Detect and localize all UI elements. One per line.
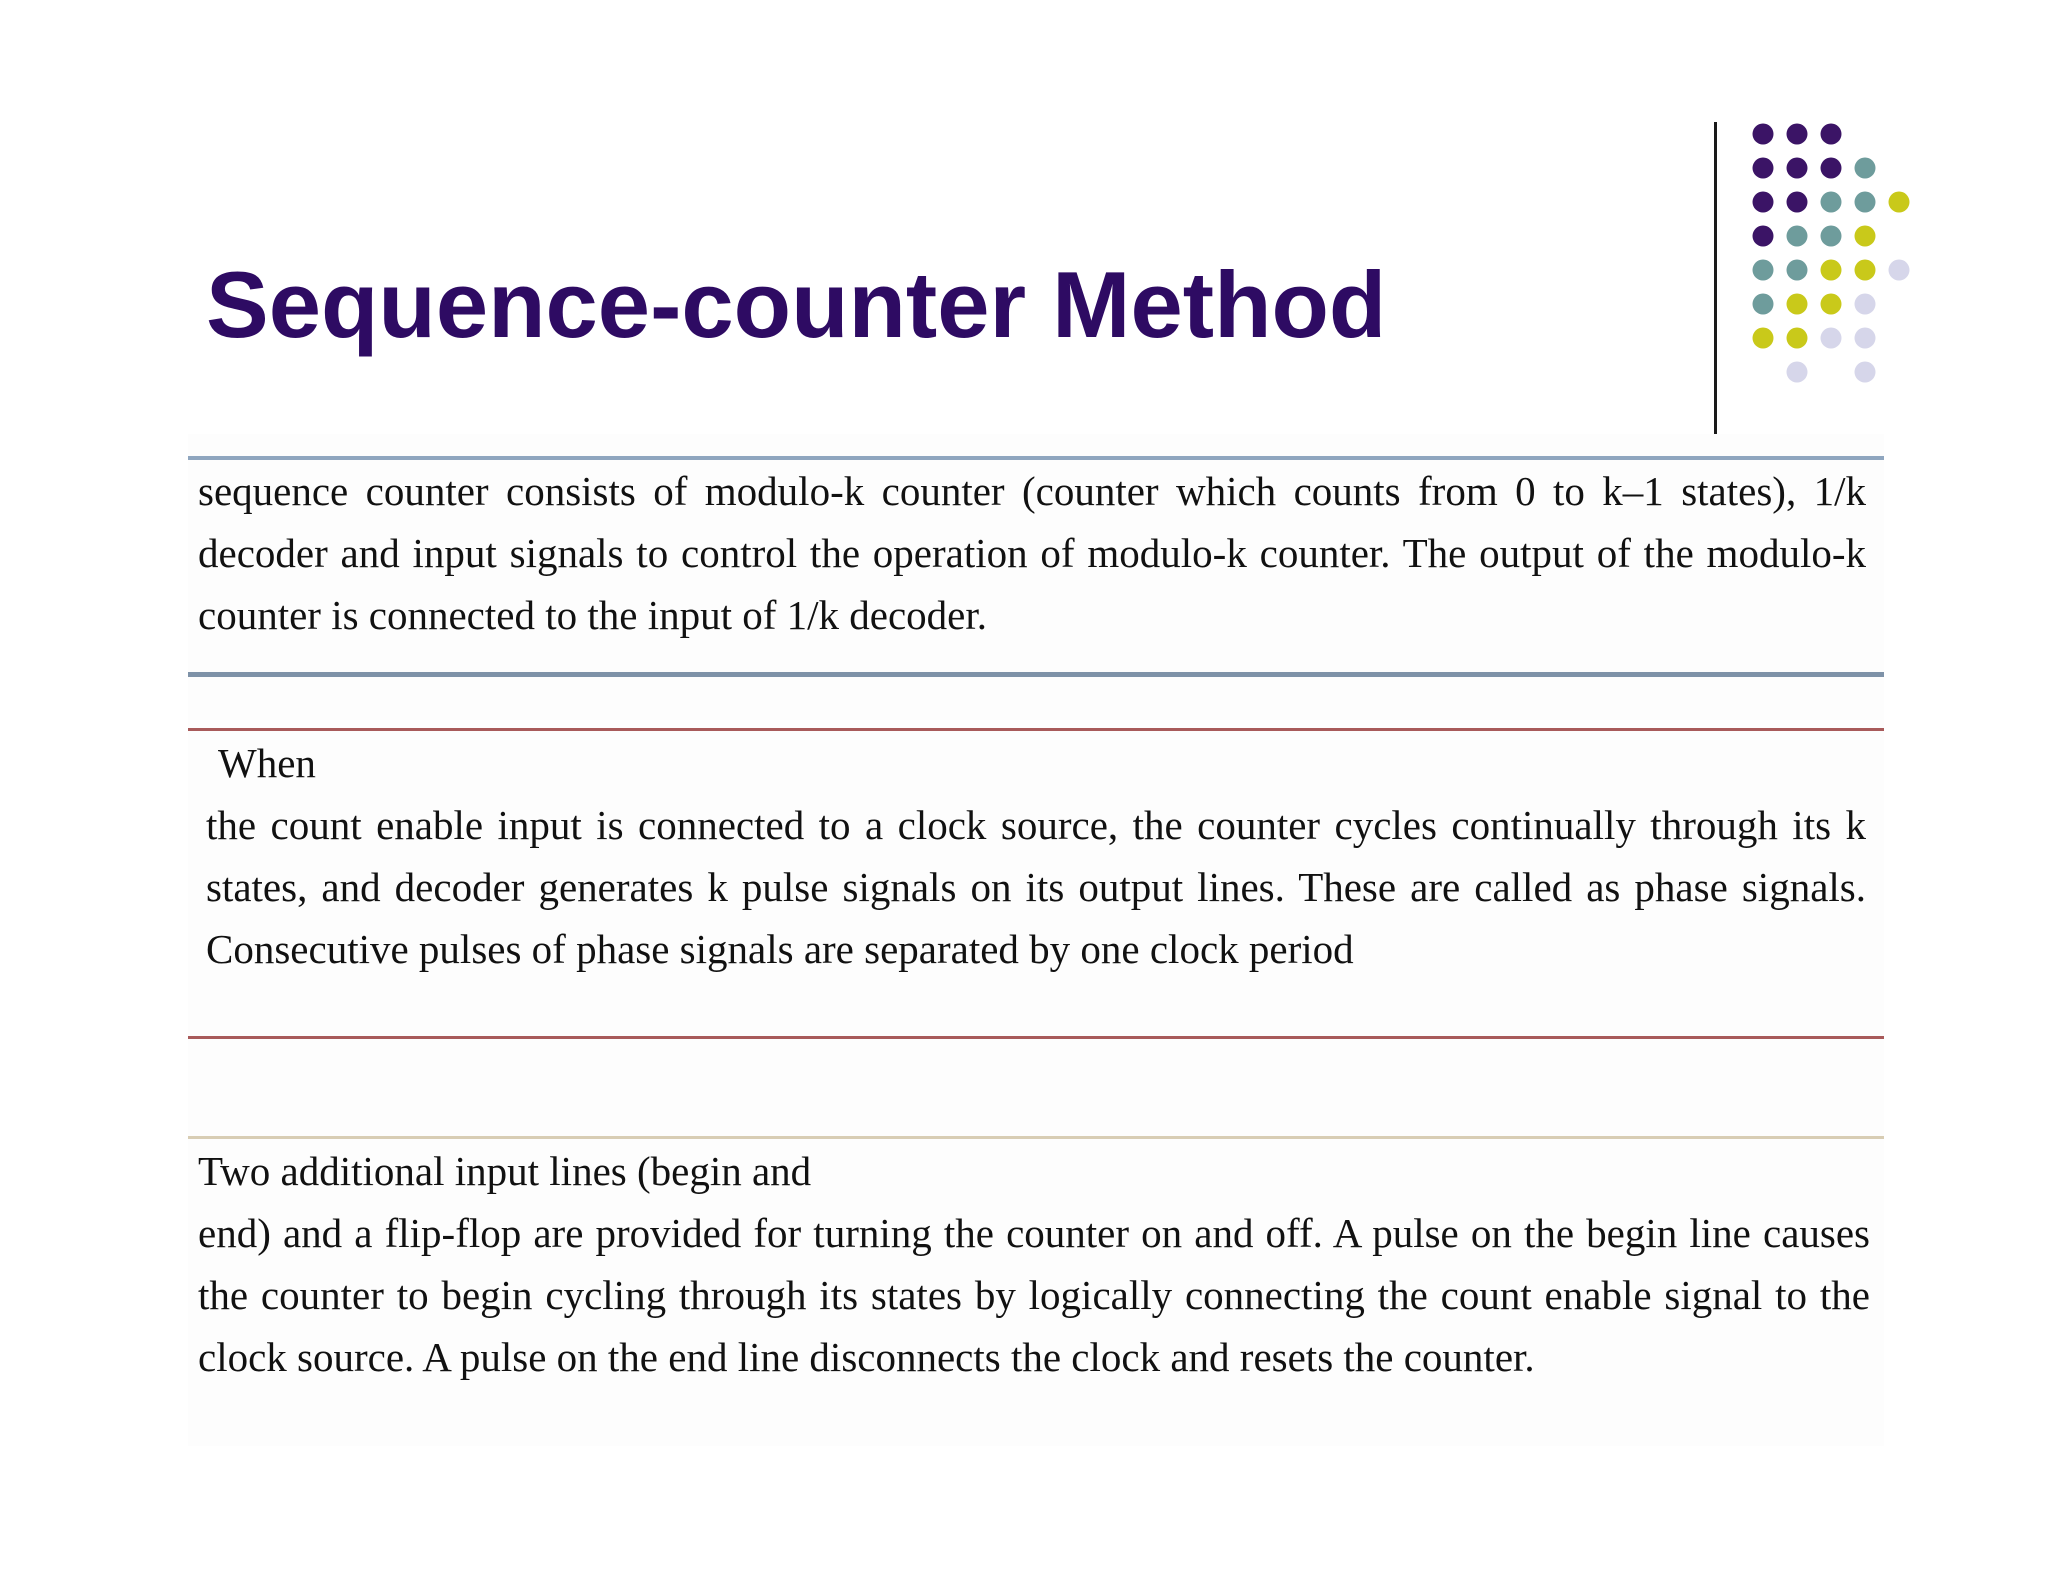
paragraph-3-text: end) and a flip-flop are provided for turning the counter on and off. A pulse on the begin line causes the counter to begin cycling through its states by logically connecting the count enable signal to the clock source. A pulse on the end line disconnects the clock and resets the counter. xyxy=(198,1210,1870,1380)
decorative-dot xyxy=(1821,294,1842,315)
decorative-dot xyxy=(1821,226,1842,247)
decorative-dot xyxy=(1787,158,1808,179)
decorative-dot xyxy=(1855,362,1876,383)
decorative-dot xyxy=(1855,260,1876,281)
decorative-dot xyxy=(1821,328,1842,349)
paragraph-1-text: sequence counter consists of modulo-k counter (counter which counts from 0 to k–1 states), 1/k decoder and input signals to control the operation of modulo-k counter. The output of the modulo-k counter is connected to the input of 1/k decoder. xyxy=(198,468,1866,638)
decorative-dot xyxy=(1753,124,1774,145)
decorative-dot xyxy=(1753,158,1774,179)
decorative-dot xyxy=(1855,294,1876,315)
decorative-dot xyxy=(1753,328,1774,349)
decorative-dot xyxy=(1753,226,1774,247)
paragraph-3 xyxy=(198,1140,1870,1388)
paragraph-1 xyxy=(198,460,1866,646)
decorative-dot xyxy=(1889,192,1910,213)
decorative-dot xyxy=(1753,294,1774,315)
decorative-dot xyxy=(1855,328,1876,349)
paragraph-2-lead: When xyxy=(218,740,316,786)
title-divider-line xyxy=(1714,122,1717,434)
decorative-dot xyxy=(1787,124,1808,145)
paragraph-3-lead: Two additional input lines (begin and xyxy=(198,1148,812,1194)
decorative-dot xyxy=(1787,192,1808,213)
decorative-dot xyxy=(1855,226,1876,247)
decorative-dot xyxy=(1787,260,1808,281)
decorative-dot xyxy=(1787,328,1808,349)
decorative-dot xyxy=(1855,158,1876,179)
decorative-dot xyxy=(1821,260,1842,281)
decorative-dot xyxy=(1855,192,1876,213)
decorative-dot xyxy=(1753,260,1774,281)
decorative-dot xyxy=(1821,124,1842,145)
decorative-dot xyxy=(1889,260,1910,281)
section-2-bottom-rule xyxy=(188,1036,1884,1039)
decorative-dot xyxy=(1821,158,1842,179)
paragraph-2 xyxy=(206,732,1866,980)
paragraph-2-text: the count enable input is connected to a clock source, the counter cycles continually through its k states, and decoder generates k pulse signals on its output lines. These are called as phase signals. Consecutive pulses of phase signals are separated by one clock period xyxy=(206,802,1866,972)
section-2-top-rule xyxy=(188,728,1884,731)
decorative-dot xyxy=(1821,192,1842,213)
slide-title: Sequence-counter Method xyxy=(206,252,1387,357)
section-3-top-rule xyxy=(188,1136,1884,1139)
decorative-dot xyxy=(1787,226,1808,247)
decorative-dot xyxy=(1787,294,1808,315)
decorative-dot xyxy=(1787,362,1808,383)
section-1-bottom-rule xyxy=(188,672,1884,677)
decorative-dot-grid xyxy=(1747,120,1927,400)
decorative-dot xyxy=(1753,192,1774,213)
